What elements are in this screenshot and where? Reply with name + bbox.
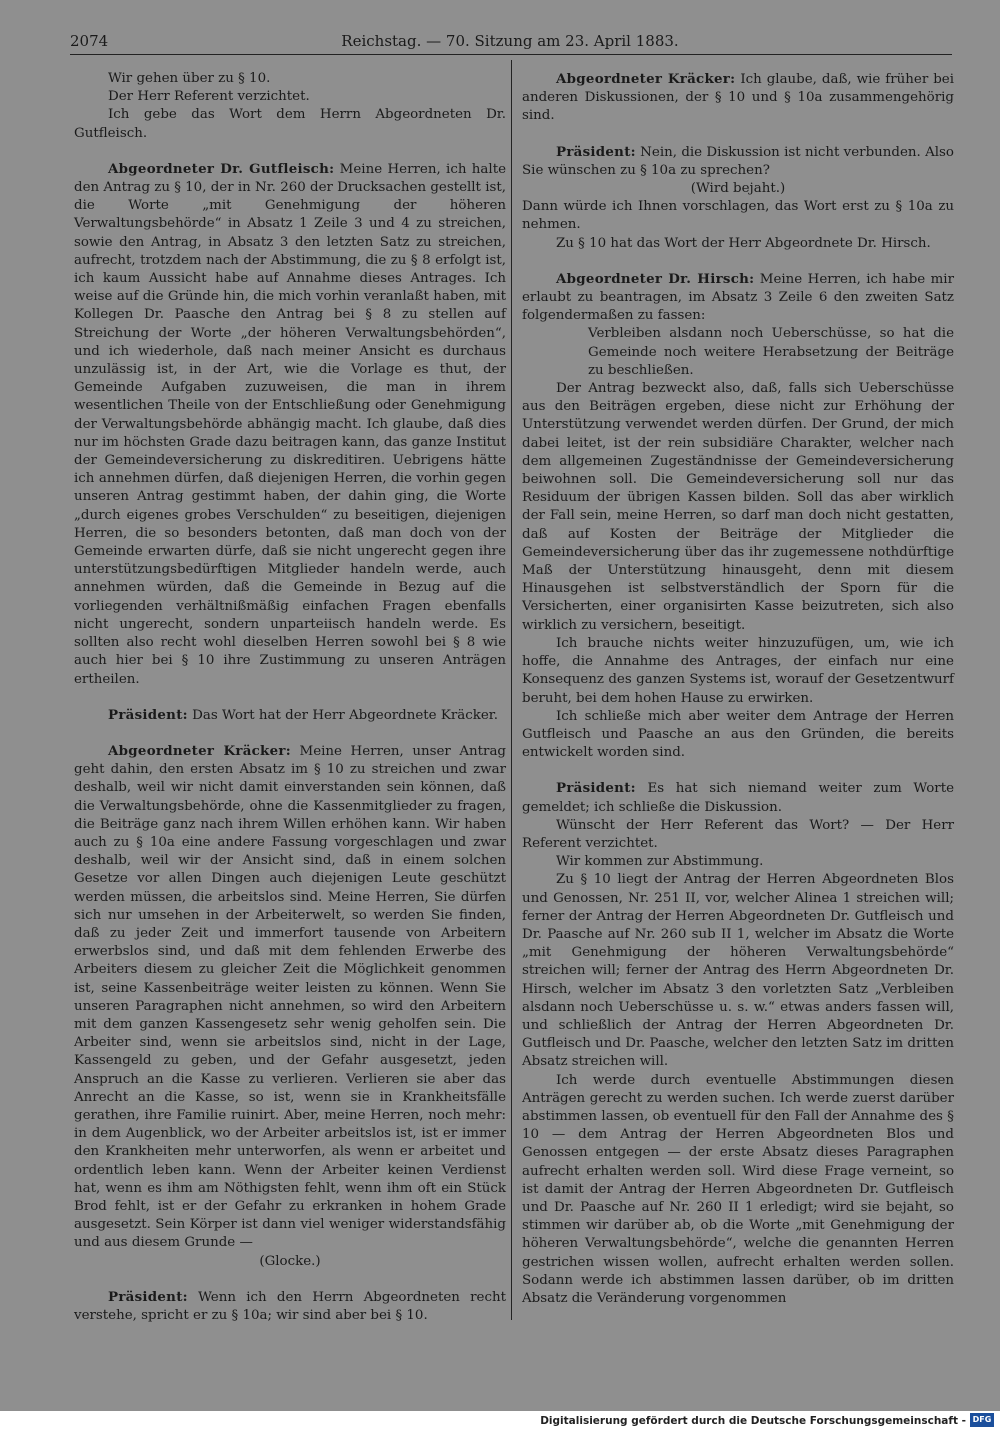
speech-text: Nein, die Diskussion ist nicht verbunden. Also Sie wünschen zu § 10a zu sprechen? xyxy=(522,144,954,178)
speech-paragraph xyxy=(522,270,954,326)
paragraph: Der Antrag bezweckt also, daß, falls sich Ueberschüsse aus den Beiträgen ergeben, diese nicht zur Erhöhung der Unterstützung verwendet werden dürfen. Der Grund, der mich dabei leitet, ist der rein subsidiäre Charakter, welcher nach dem allgemeinen Zugeständnisse der Gemeindeversicherung beiwohnen soll. Die Gemeindeversicherung soll nur das Residuum der übrigen Kassen bilden. Soll das aber wirklich der Fall sein, meine Herren, so darf man doch nicht gestatten, daß auf Kosten der Beiträge der Mitglieder die Gemeindeversicherung über das ihr zugemessene nothdürftige Maß der Unterstützung hinausgeht, denn mit diesem Hinausgehen ist selbstverständlich der Sporn für die Versicherten, einer organisirten Kasse beizutreten, sich also wirklich zu versichern, beseitigt. xyxy=(522,381,954,633)
running-title: Reichstag. — 70. Sitzung am 23. April 1883. xyxy=(341,32,679,50)
speech-paragraph xyxy=(522,70,954,126)
speaker-name: Präsident: xyxy=(108,706,188,723)
speaker-name: Präsident: xyxy=(556,780,636,797)
dfg-logo: DFG xyxy=(970,1413,994,1427)
speech-text: Wenn ich den Herrn Abgeordneten recht verstehe, spricht er zu § 10a; wir sind aber bei § 10. xyxy=(74,1289,506,1323)
page-header xyxy=(70,29,950,53)
paragraph: Ich schließe mich aber weiter dem Antrage der Herren Gutfleisch und Paasche an aus den Gründen, die bereits entwickelt worden sind. xyxy=(522,708,954,761)
speech-paragraph xyxy=(74,742,506,1253)
speech-text: Das Wort hat der Herr Abgeordnete Kräcker. xyxy=(187,707,498,723)
speaker-name: Abgeordneter Kräcker: xyxy=(556,71,736,87)
speech-paragraph xyxy=(74,160,506,689)
speaker-name: Abgeordneter Kräcker: xyxy=(108,742,291,759)
header-rule xyxy=(70,54,952,55)
column-divider xyxy=(511,60,512,1320)
paragraph: Zu § 10 liegt der Antrag der Herren Abgeordneten Blos und Genossen, Nr. 251 II, vor, welcher Alinea 1 streichen will; ferner der Antrag der Herren Abgeordneten Dr. Gutfleisch und Dr. Paasche auf Nr. 260 sub II 1, welcher im Absatz die Worte „mit Genehmigung der höheren Verwaltungsbehörde“ streichen will; ferner der Antrag des Herrn Abgeordneten Dr. Hirsch, welcher im Absatz 3 den vorletzten Satz „Verbleiben alsdann noch Ueberschüsse u. s. w.“ etwas anders fassen will, und schließlich der Antrag der Herren Abgeordneten Dr. Gutfleisch und Dr. Paasche, welcher den letzten Satz im dritten Absatz streichen will. xyxy=(522,872,954,1070)
right-column xyxy=(522,70,954,1308)
paragraph: Wir kommen zur Abstimmung. xyxy=(556,854,764,870)
paragraph: Ich werde durch eventuelle Abstimmungen diesen Anträgen gerecht zu werden suchen. Ich werde zuerst darüber abstimmen lassen, ob eventuell für den Fall der Annahme des § 10 — dem Antrag der Herren Abgeordneten Blos und Genossen entgegen — der erste Absatz dieses Paragraphen aufrecht erhalten werden soll. Wird diese Frage verneint, so ist damit der Antrag der Herren Abgeordneten Dr. Gutfleisch und Dr. Paasche auf Nr. 260 II 1 erledigt; wird sie bejaht, so stimmen wir darüber ab, ob die Worte „mit Genehmigung der höheren Verwaltungsbehörde“, welche die genannten Herren gestrichen wissen wollen, aufrecht erhalten werden sollen. Sodann werde ich abstimmen lassen darüber, ob im dritten Absatz die Veränderung vorgenommen xyxy=(522,1072,954,1306)
speaker-name: Präsident: xyxy=(556,143,636,160)
speech-paragraph xyxy=(522,143,954,180)
paragraph: Der Herr Referent verzichtet. xyxy=(108,89,310,105)
page-number: 2074 xyxy=(70,32,109,50)
paragraph: Ich gebe das Wort dem Herrn Abgeordneten Dr. Gutfleisch. xyxy=(74,107,506,141)
speech-text: Meine Herren, ich halte den Antrag zu § 10, der in Nr. 260 der Drucksachen gestellt ist, die Worte „mit Genehmigung der höheren Verwaltungsbehörde“ in Absatz 1 Zeile 3 und 4 zu streichen, sowie den Antrag, in Absatz 3 den letzten Satz zu streichen, aufrecht, trotzdem nach der Abstimmung, die zu § 8 erfolgt ist, ich kaum Aussicht habe auf Annahme dieses Antrages. Ich weise auf die Gründe hin, die mich vorhin veranlaßt haben, mit Kollegen Dr. Paasche den Antrag bei § 8 zu stellen auf Streichung der Worte „der höheren Verwaltungsbehörden“, und ich wiederhole, daß nach meiner Ansicht es durchaus unzulässig ist, in der Art, wie die Vorlage es thut, der Gemeinde Aufgaben zuzuweisen, die man in ihrem wesentlichen Theile von der Entschließung oder Genehmigung der Verwaltungsbehörde abhängig macht. Ich glaube, daß dies nur im höchsten Grade dazu beitragen kann, das ganze Institut der Gemeindeversicherung zu diskreditiren. Uebrigens hätte ich annehmen dürfen, daß diejenigen Herren, die vorhin gegen unseren Antrag gestimmt haben, der dahin ging, die Worte „durch eigenes grobes Verschulden“ zu beseitigen, diejenigen Herren, die so besonders betonten, daß man doch von der Gemeinde erwarten dürfe, daß sie nicht ungerecht gegen ihre unterstützungsbedürftigen Mitglieder handeln werde, auch annehmen würden, daß die Gemeinde in Bezug auf die vorliegenden verhältnißmäßig einfachen Fragen ebenfalls nicht ungerecht, sondern unparteiisch handeln werde. Es sollten also recht wohl dieselben Herren sowohl bei § 8 wie auch hier bei § 10 ihre Zustimmung zu unseren Anträgen ertheilen. xyxy=(74,161,507,687)
speech-text: Meine Herren, ich habe mir erlaubt zu beantragen, im Absatz 3 Zeile 6 den zweiten Satz folgendermaßen zu fassen: xyxy=(522,271,954,324)
interjection: (Glocke.) xyxy=(259,1253,321,1269)
speaker-name: Präsident: xyxy=(108,1288,188,1305)
speech-paragraph xyxy=(522,779,954,816)
interjection: (Wird bejaht.) xyxy=(690,181,786,197)
speaker-name: Abgeordneter Dr. Gutfleisch: xyxy=(108,160,335,177)
funding-credit: Digitalisierung gefördert durch die Deutsche Forschungsgemeinschaft - xyxy=(540,1415,966,1427)
motion-quote: Verbleiben alsdann noch Ueberschüsse, so hat die Gemeinde noch weitere Herabsetzung der Beiträge zu beschließen. xyxy=(588,326,954,378)
speaker-name: Abgeordneter Dr. Hirsch: xyxy=(556,270,755,287)
paragraph: Wünscht der Herr Referent das Wort? — Der Herr Referent verzichtet. xyxy=(522,817,954,851)
left-column xyxy=(74,70,506,1325)
speech-paragraph xyxy=(74,1288,506,1325)
paragraph: Zu § 10 hat das Wort der Herr Abgeordnete Dr. Hirsch. xyxy=(556,235,931,251)
speech-text: Es hat sich niemand weiter zum Worte gemeldet; ich schließe die Diskussion. xyxy=(522,781,954,815)
speech-text: Meine Herren, unser Antrag geht dahin, den ersten Absatz im § 10 zu streichen und zwar deshalb, weil wir nicht damit einverstanden sein können, daß die Verwaltungsbehörde, ohne die Kassenmitglieder zu fragen, die Beiträge ganz nach ihrem Willen erhöhen kann. Wir haben auch zu § 10a eine andere Fassung vorgeschlagen und zwar deshalb, weil wir der Ansicht sind, daß in einem solchen Gesetze vor allen Dingen auch diejenigen Leute geschützt werden müssen, die arbeitslos sind. Meine Herren, Sie dürfen sich nur umsehen in der Arbeiterwelt, so werden Sie finden, daß zu jeder Zeit und immerfort tausende von Arbeitern erwerbslos sind, und daß mit dem fehlenden Erwerbe des Arbeiters diesem zu gleicher Zeit die Möglichkeit genommen ist, seine Kassenbeiträge weiter leisten zu können. Wenn Sie unseren Paragraphen nicht annehmen, so wird den Arbeitern mit dem ganzen Kassengesetz sehr wenig geholfen sein. Die Arbeiter sind, wenn sie arbeitslos sind, nicht in der Lage, Kassengeld zu geben, und der Gefahr ausgesetzt, jeden Anspruch an die Kasse zu verlieren. Verlieren sie aber das Anrecht an die Kasse, so ist, wenn sie in Krankheitsfälle gerathen, ihre Familie ruinirt. Aber, meine Herren, noch mehr: in dem Augenblick, wo der Arbeiter arbeitslos ist, ist er immer den Krankheiten mehr unterworfen, als wenn er arbeitet und ordentlich leben kann. Wenn der Arbeiter keinen Verdienst hat, wenn es ihm am Nöthigsten fehlt, wenn ihm oft ein Stück Brod fehlt, ist er der Gefahr zu erkranken in hohem Grade ausgesetzt. Sein Körper ist dann viel weniger widerstandsfähig und aus diesem Grunde — xyxy=(74,743,507,1251)
paragraph: Ich brauche nichts weiter hinzuzufügen, um, wie ich hoffe, die Annahme des Antrages, der einfach nur eine Konsequenz des ganzen Systems ist, worauf der Gesetzentwurf beruht, bei dem hohen Hause zu erwirken. xyxy=(522,635,954,706)
speech-text: Ich glaube, daß, wie früher bei anderen Diskussionen, der § 10 und § 10a zusammengehörig sind. xyxy=(522,72,954,124)
speech-paragraph xyxy=(74,706,506,725)
paragraph: Dann würde ich Ihnen vorschlagen, das Wort erst zu § 10a zu nehmen. xyxy=(522,199,954,233)
paragraph: Wir gehen über zu § 10. xyxy=(108,71,271,86)
